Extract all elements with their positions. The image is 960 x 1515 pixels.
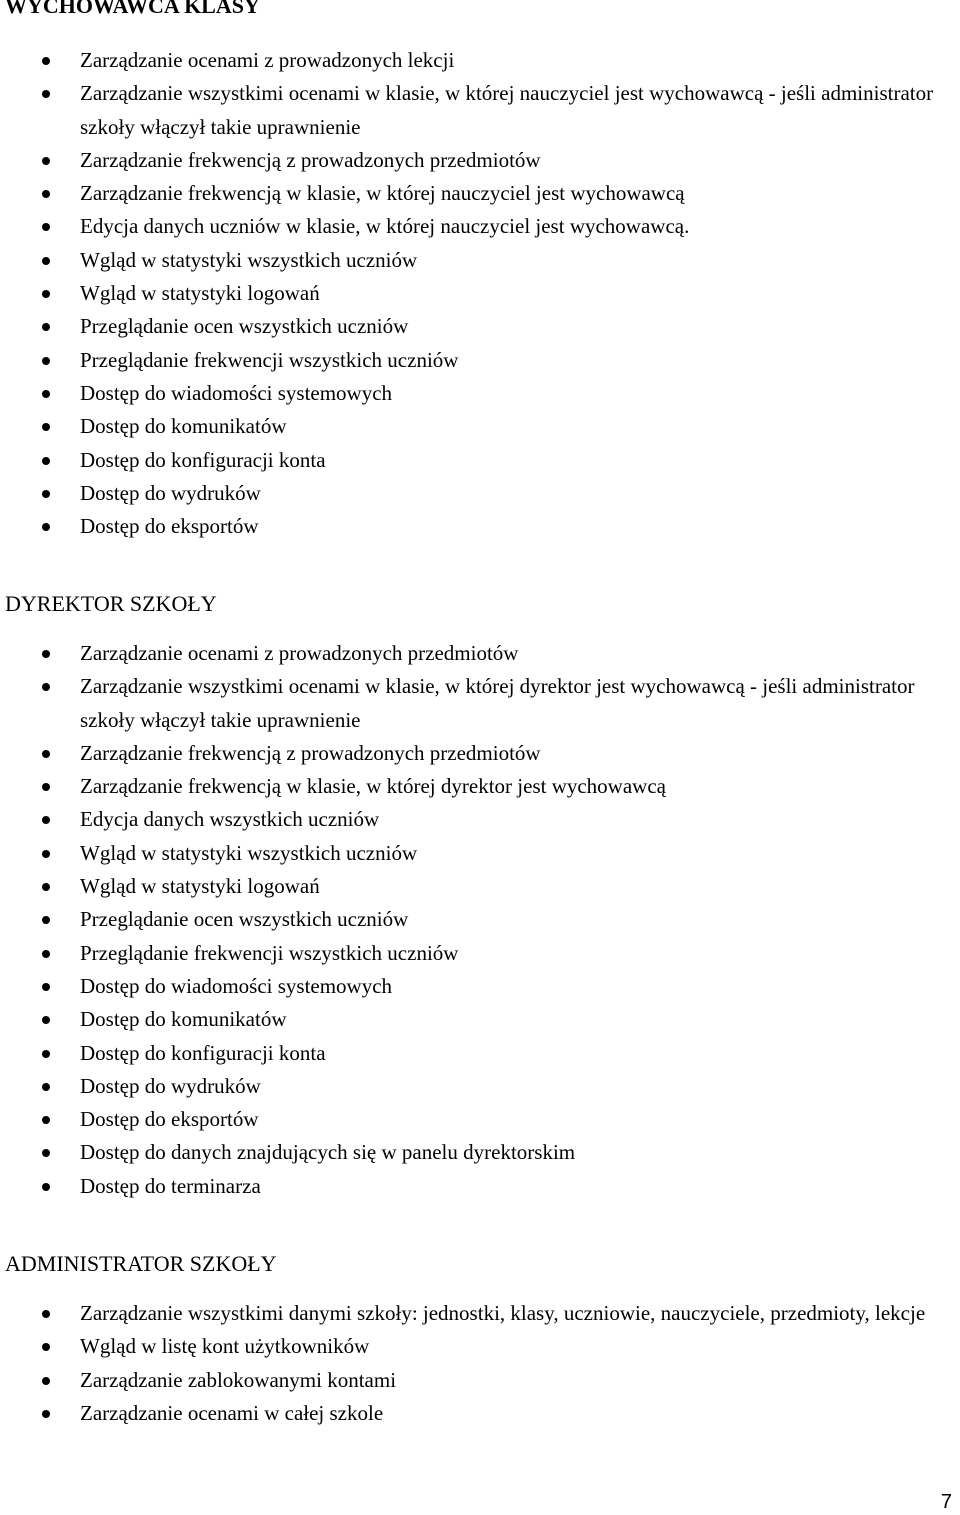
list-item-text: Wgląd w statystyki wszystkich uczniów	[80, 247, 418, 272]
list-item	[0, 477, 960, 510]
list-item-text: Wgląd w statystyki wszystkich uczniów	[80, 840, 418, 865]
bullet-icon	[42, 157, 50, 165]
list-item-text: Przeglądanie frekwencji wszystkich uczniów	[80, 940, 459, 965]
list-item-text: Przeglądanie ocen wszystkich uczniów	[80, 314, 409, 339]
bullet-icon	[42, 683, 50, 691]
list-item	[0, 637, 960, 670]
list-item	[0, 1364, 960, 1397]
bullet-icon	[42, 950, 50, 958]
list-item	[0, 1037, 960, 1070]
bullet-icon	[42, 916, 50, 924]
list-item-text: Dostęp do konfiguracji konta	[80, 1040, 326, 1065]
list-item	[0, 803, 960, 836]
page-number: 7	[940, 1491, 952, 1513]
bullet-icon	[42, 783, 50, 791]
list-item	[0, 1330, 960, 1363]
permissions-list	[0, 44, 960, 543]
permissions-list	[0, 637, 960, 1203]
list-item-text: Zarządzanie ocenami z prowadzonych lekcji	[80, 48, 455, 72]
bullet-icon	[42, 1050, 50, 1058]
bullet-icon	[42, 1377, 50, 1385]
section-heading: DYREKTOR SZKOŁY	[5, 591, 217, 616]
list-item	[0, 210, 960, 243]
list-item-text: Zarządzanie frekwencją w klasie, w której dyrektor jest wychowawcą	[80, 774, 666, 799]
list-item	[0, 1297, 960, 1330]
bullet-icon	[42, 650, 50, 658]
list-item	[0, 770, 960, 803]
list-item-text: Dostęp do wiadomości systemowych	[80, 380, 393, 405]
bullet-icon	[42, 1183, 50, 1191]
list-item	[0, 870, 960, 903]
bullet-icon	[42, 390, 50, 398]
list-item	[0, 1397, 960, 1430]
bullet-icon	[42, 57, 50, 65]
section-heading: ADMINISTRATOR SZKOŁY	[5, 1251, 277, 1276]
list-item	[0, 1103, 960, 1136]
list-item-text: Dostęp do komunikatów	[80, 1007, 287, 1032]
bullet-icon	[42, 1410, 50, 1418]
list-item-text: Edycja danych wszystkich uczniów	[80, 807, 380, 832]
list-item-text: Wgląd w statystyki logowań	[80, 281, 320, 306]
bullet-icon	[42, 490, 50, 498]
list-item	[0, 903, 960, 936]
list-item-text: Przeglądanie ocen wszystkich uczniów	[80, 907, 409, 932]
list-item	[0, 1003, 960, 1036]
list-item	[0, 837, 960, 870]
bullet-icon	[42, 90, 50, 98]
bullet-icon	[42, 1149, 50, 1157]
list-item-text: Dostęp do konfiguracji konta	[80, 447, 326, 472]
list-item	[0, 737, 960, 770]
list-item-text: Zarządzanie wszystkimi ocenami w klasie, w której nauczyciel jest wychowawcą - jeśli administrator szkoły włączył takie uprawnienie	[80, 81, 934, 139]
list-item	[0, 177, 960, 210]
list-item	[0, 510, 960, 543]
list-item-text: Dostęp do wiadomości systemowych	[80, 973, 393, 998]
list-item	[0, 1170, 960, 1203]
list-item	[0, 410, 960, 443]
list-item-text: Zarządzanie wszystkimi ocenami w klasie, w której dyrektor jest wychowawcą - jeśli administrator szkoły włączył takie uprawnienie	[80, 674, 915, 732]
list-item-text: Dostęp do wydruków	[80, 480, 261, 505]
list-item-text: Zarządzanie frekwencją z prowadzonych przedmiotów	[80, 147, 541, 172]
list-item-text: Dostęp do komunikatów	[80, 414, 287, 439]
list-item-text: Dostęp do eksportów	[80, 514, 259, 539]
bullet-icon	[42, 850, 50, 858]
list-item	[0, 310, 960, 343]
list-item	[0, 970, 960, 1003]
list-item-text: Zarządzanie wszystkimi danymi szkoły: jednostki, klasy, uczniowie, nauczyciele, przedmioty, lekcje	[80, 1301, 926, 1325]
list-item	[0, 444, 960, 477]
bullet-icon	[42, 523, 50, 531]
bullet-icon	[42, 983, 50, 991]
list-item-text: Przeglądanie frekwencji wszystkich uczniów	[80, 347, 459, 372]
list-item-text: Dostęp do terminarza	[80, 1173, 261, 1198]
bullet-icon	[42, 1083, 50, 1091]
list-item-text: Zarządzanie ocenami w całej szkole	[80, 1400, 384, 1425]
list-item-text: Zarządzanie ocenami z prowadzonych przedmiotów	[80, 641, 519, 665]
bullet-icon	[42, 190, 50, 198]
list-item	[0, 44, 960, 77]
list-item	[0, 670, 960, 737]
list-item-text: Zarządzanie frekwencją z prowadzonych przedmiotów	[80, 740, 541, 765]
bullet-icon	[42, 257, 50, 265]
list-item-text: Dostęp do danych znajdujących się w panelu dyrektorskim	[80, 1140, 576, 1165]
bullet-icon	[42, 323, 50, 331]
bullet-icon	[42, 423, 50, 431]
bullet-icon	[42, 883, 50, 891]
list-item	[0, 377, 960, 410]
list-item-text: Edycja danych uczniów w klasie, w której nauczyciel jest wychowawcą.	[80, 214, 690, 239]
bullet-icon	[42, 357, 50, 365]
bullet-icon	[42, 1116, 50, 1124]
list-item	[0, 937, 960, 970]
permissions-list	[0, 1297, 960, 1430]
bullet-icon	[42, 1016, 50, 1024]
list-item-text: Zarządzanie frekwencją w klasie, w której nauczyciel jest wychowawcą	[80, 181, 685, 206]
list-item-text: Wgląd w statystyki logowań	[80, 874, 320, 899]
section-heading: WYCHOWAWCA KLASY	[5, 0, 260, 18]
bullet-icon	[42, 457, 50, 465]
bullet-icon	[42, 750, 50, 758]
list-item	[0, 144, 960, 177]
list-item	[0, 344, 960, 377]
list-item-text: Zarządzanie zablokowanymi kontami	[80, 1367, 397, 1392]
list-item	[0, 1070, 960, 1103]
bullet-icon	[42, 1310, 50, 1318]
list-item	[0, 277, 960, 310]
list-item	[0, 1136, 960, 1169]
list-item-text: Dostęp do wydruków	[80, 1073, 261, 1098]
bullet-icon	[42, 290, 50, 298]
bullet-icon	[42, 816, 50, 824]
bullet-icon	[42, 223, 50, 231]
list-item	[0, 77, 960, 144]
list-item-text: Dostęp do eksportów	[80, 1107, 259, 1132]
list-item-text: Wgląd w listę kont użytkowników	[80, 1334, 370, 1359]
list-item	[0, 244, 960, 277]
bullet-icon	[42, 1343, 50, 1351]
